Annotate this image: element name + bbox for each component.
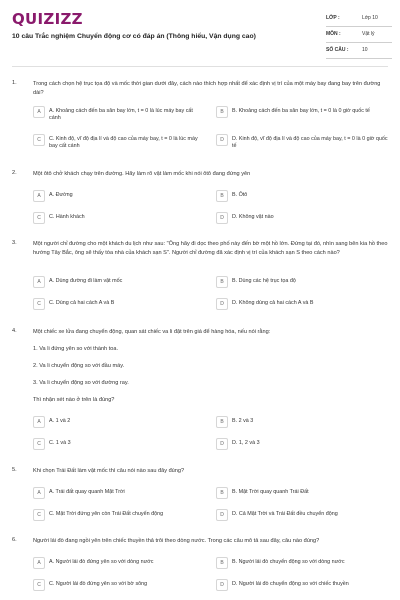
option-letter: D: [216, 579, 228, 591]
question-number: 1.: [12, 80, 17, 86]
option-b[interactable]: [216, 106, 388, 118]
option-letter: C: [33, 212, 45, 224]
option-text: D. Người lái đò chuyển động so với chiếc thuyền: [232, 581, 349, 587]
option-d[interactable]: [216, 509, 388, 521]
question-6: [12, 537, 388, 597]
option-letter: B: [216, 106, 228, 118]
meta-row-grade: [326, 11, 392, 27]
option-text: D. Không dùng cả hai cách A và B: [232, 300, 314, 306]
option-text: B. Dùng các hệ trục tọa độ: [232, 278, 296, 284]
option-text: B. Ôtô: [232, 192, 248, 198]
option-letter: C: [33, 579, 45, 591]
option-c[interactable]: [33, 212, 203, 224]
question-2: [12, 170, 388, 228]
option-text: B. Khoảng cách đến ba sân bay lớn, t = 0 là 0 giờ quốc tế: [232, 108, 370, 114]
quizizz-logo: QUIZIZZ: [12, 10, 83, 28]
option-letter: B: [216, 416, 228, 428]
question-text: Một ôtô chở khách chạy trên đường. Hãy làm rõ vật làm mốc khi nói ôtô đang đứng yên: [33, 171, 251, 177]
option-d[interactable]: [216, 298, 388, 310]
meta-value: Lớp 10: [362, 15, 378, 21]
option-text: A. Đường: [49, 192, 73, 198]
option-text: A. 1 và 2: [49, 418, 71, 424]
option-a[interactable]: [33, 190, 203, 202]
option-text: C. 1 và 3: [49, 440, 71, 446]
question-number: 4.: [12, 328, 17, 334]
option-text: A. Khoảng cách đến ba sân bay lớn, t = 0 là lúc máy bay cất cánh: [49, 108, 193, 121]
option-letter: B: [216, 190, 228, 202]
option-text: A. Người lái đò đứng yên so với dòng nước: [49, 559, 154, 565]
question-text: Người lái đò đang ngồi yên trên chiếc thuyền thả trôi theo dòng nước. Trong các câu mô tả sau đây, câu nào đúng?: [33, 538, 320, 544]
option-letter: D: [216, 438, 228, 450]
option-letter: C: [33, 438, 45, 450]
option-a[interactable]: [33, 557, 203, 569]
option-text: D. Cả Mặt Trời và Trái Đất đều chuyển động: [232, 511, 338, 517]
option-a[interactable]: [33, 416, 203, 428]
option-letter: A: [33, 416, 45, 428]
option-text: D. Kinh độ, vĩ độ địa lí và độ cao của máy bay, t = 0 là 0 giờ quốc tế: [232, 136, 388, 149]
meta-key: MÔN :: [326, 31, 341, 37]
option-letter: A: [33, 487, 45, 499]
question-text: Trong cách chọn hệ trục tọa độ và mốc thời gian dưới đây, cách nào thích hợp nhất để xác định vị trí của một máy bay đang bay trên đường dài?: [33, 81, 381, 96]
question-number: 3.: [12, 240, 17, 246]
document-header: [0, 0, 400, 64]
option-c[interactable]: [33, 509, 203, 521]
option-text: C. Kinh độ, vĩ độ địa lí và độ cao của máy bay, t = 0 là lúc máy bay cất cánh: [49, 136, 198, 149]
option-text: B. Mặt Trời quay quanh Trái Đất: [232, 489, 309, 495]
option-letter: D: [216, 298, 228, 310]
meta-value: 10: [362, 47, 368, 53]
option-text: D. 1, 2 và 3: [232, 440, 260, 446]
question-text: Một chiếc xe lửa đang chuyển động, quan sát chiếc va li đặt trên giá để hàng hóa, nếu nói rằng:: [33, 329, 271, 335]
option-letter: A: [33, 557, 45, 569]
question-1: [12, 80, 388, 160]
option-c[interactable]: [33, 134, 203, 150]
option-b[interactable]: [216, 557, 388, 569]
question-prompt: Thì nhận xét nào ở trên là đúng?: [33, 397, 115, 403]
statement-1: 1. Va li đứng yên so với thành toa.: [33, 346, 119, 352]
meta-key: SỐ CÂU :: [326, 47, 349, 53]
question-text: Một người chỉ đường cho một khách du lịch như sau: "Ông hãy đi dọc theo phố này đến bờ một hồ lớn. Đứng tại đó, nhìn sang bên kia hồ theo hướng Tây Bắc, ông sẽ thấy tòa nhà của khách sạn S". Người chỉ đường đã xác định vị trí của khách sạn S theo cách nào?: [33, 241, 388, 256]
option-letter: B: [216, 557, 228, 569]
document-title: 10 câu Trắc nghiệm Chuyển động cơ có đáp án (Thông hiểu, Vận dụng cao): [12, 33, 256, 40]
option-letter: C: [33, 298, 45, 310]
option-text: B. Người lái đò chuyển động so với dòng nước: [232, 559, 345, 565]
option-letter: A: [33, 190, 45, 202]
option-letter: D: [216, 212, 228, 224]
meta-value: Vật lý: [362, 31, 375, 37]
document-meta: [326, 11, 392, 59]
option-text: C. Mặt Trời đứng yên còn Trái Đất chuyển động: [49, 511, 164, 517]
option-c[interactable]: [33, 438, 203, 450]
question-4: [12, 328, 388, 454]
statement-3: 3. Va li chuyển động so với đường ray.: [33, 380, 129, 386]
option-text: C. Dùng cả hai cách A và B: [49, 300, 115, 306]
question-5: [12, 467, 388, 525]
option-b[interactable]: [216, 190, 388, 202]
header-divider: [12, 66, 388, 67]
option-a[interactable]: [33, 487, 203, 499]
option-b[interactable]: [216, 487, 388, 499]
option-letter: C: [33, 509, 45, 521]
option-c[interactable]: [33, 298, 203, 310]
option-d[interactable]: [216, 438, 388, 450]
option-text: A. Trái đất quay quanh Mặt Trời: [49, 489, 125, 495]
statement-2: 2. Va li chuyển động so với đầu máy.: [33, 363, 125, 369]
option-d[interactable]: [216, 212, 388, 224]
meta-row-count: [326, 43, 392, 59]
option-a[interactable]: [33, 276, 203, 288]
option-d[interactable]: [216, 134, 388, 150]
meta-key: LỚP :: [326, 15, 340, 21]
option-letter: D: [216, 509, 228, 521]
option-text: A. Dùng đường đi làm vật mốc: [49, 278, 123, 284]
option-letter: B: [216, 487, 228, 499]
option-letter: A: [33, 106, 45, 118]
option-d[interactable]: [216, 579, 388, 591]
option-c[interactable]: [33, 579, 203, 591]
option-text: D. Không vật nào: [232, 214, 274, 220]
option-b[interactable]: [216, 276, 388, 288]
option-a[interactable]: [33, 106, 203, 122]
option-letter: D: [216, 134, 228, 146]
option-b[interactable]: [216, 416, 388, 428]
question-number: 5.: [12, 467, 17, 473]
option-text: C. Người lái đò đứng yên so với bờ sông: [49, 581, 148, 587]
option-letter: B: [216, 276, 228, 288]
option-letter: C: [33, 134, 45, 146]
option-letter: A: [33, 276, 45, 288]
question-text: Khi chọn Trái Đất làm vật mốc thì câu nói nào sau đây đúng?: [33, 468, 185, 474]
meta-row-subject: [326, 27, 392, 43]
question-number: 6.: [12, 537, 17, 543]
option-text: B. 2 và 3: [232, 418, 254, 424]
question-3: [12, 240, 388, 318]
question-number: 2.: [12, 170, 17, 176]
option-text: C. Hành khách: [49, 214, 85, 220]
